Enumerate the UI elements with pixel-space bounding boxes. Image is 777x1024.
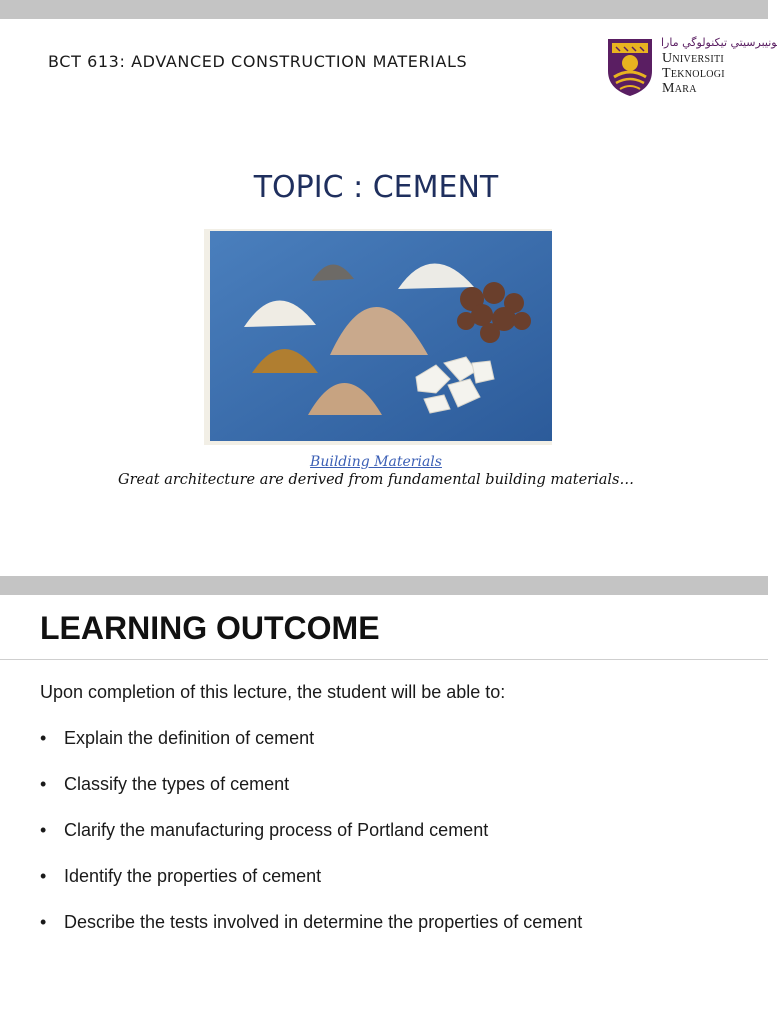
tagline: Great architecture are derived from fundamental building materials… [118,472,634,488]
outcome-text: Describe the tests involved in determine the properties of cement [64,912,583,932]
slide-top-bar [0,576,768,595]
bullet-icon: • [40,820,47,840]
bullet-icon: • [40,866,47,886]
building-materials-photo [204,229,552,445]
logo-text-line-1: Universiti [662,51,724,66]
outcome-text: Clarify the manufacturing process of Portland cement [64,820,489,840]
logo-jawi-script: ﻮﻧﻴﺒﺮﺳﻴﺘﻲ ﺗﻴﻜﻨﻮﻟﻮﮔﻲ ﻣﺎرا [661,36,777,49]
slide-top-bar [0,0,768,19]
uitm-shield-icon [606,37,654,97]
logo-text-line-3: Mara [662,81,697,96]
outcome-text: Identify the properties of cement [64,866,322,886]
intro-text: Upon completion of this lecture, the student will be able to: [40,682,506,702]
bullet-icon: • [40,774,47,794]
bullet-icon: • [40,728,47,748]
course-title: BCT 613: ADVANCED CONSTRUCTION MATERIALS [48,52,468,71]
learning-outcome-title: LEARNING OUTCOME [40,610,380,646]
building-materials-link[interactable]: Building Materials [310,454,442,470]
topic-title: TOPIC : CEMENT [253,170,499,205]
slide-2 [0,576,768,1024]
bullet-icon: • [40,912,47,932]
uitm-logo [606,36,777,98]
outcome-text: Explain the definition of cement [64,728,315,748]
title-divider [0,659,768,660]
outcome-text: Classify the types of cement [64,774,290,794]
logo-text-line-2: Teknologi [662,66,725,81]
